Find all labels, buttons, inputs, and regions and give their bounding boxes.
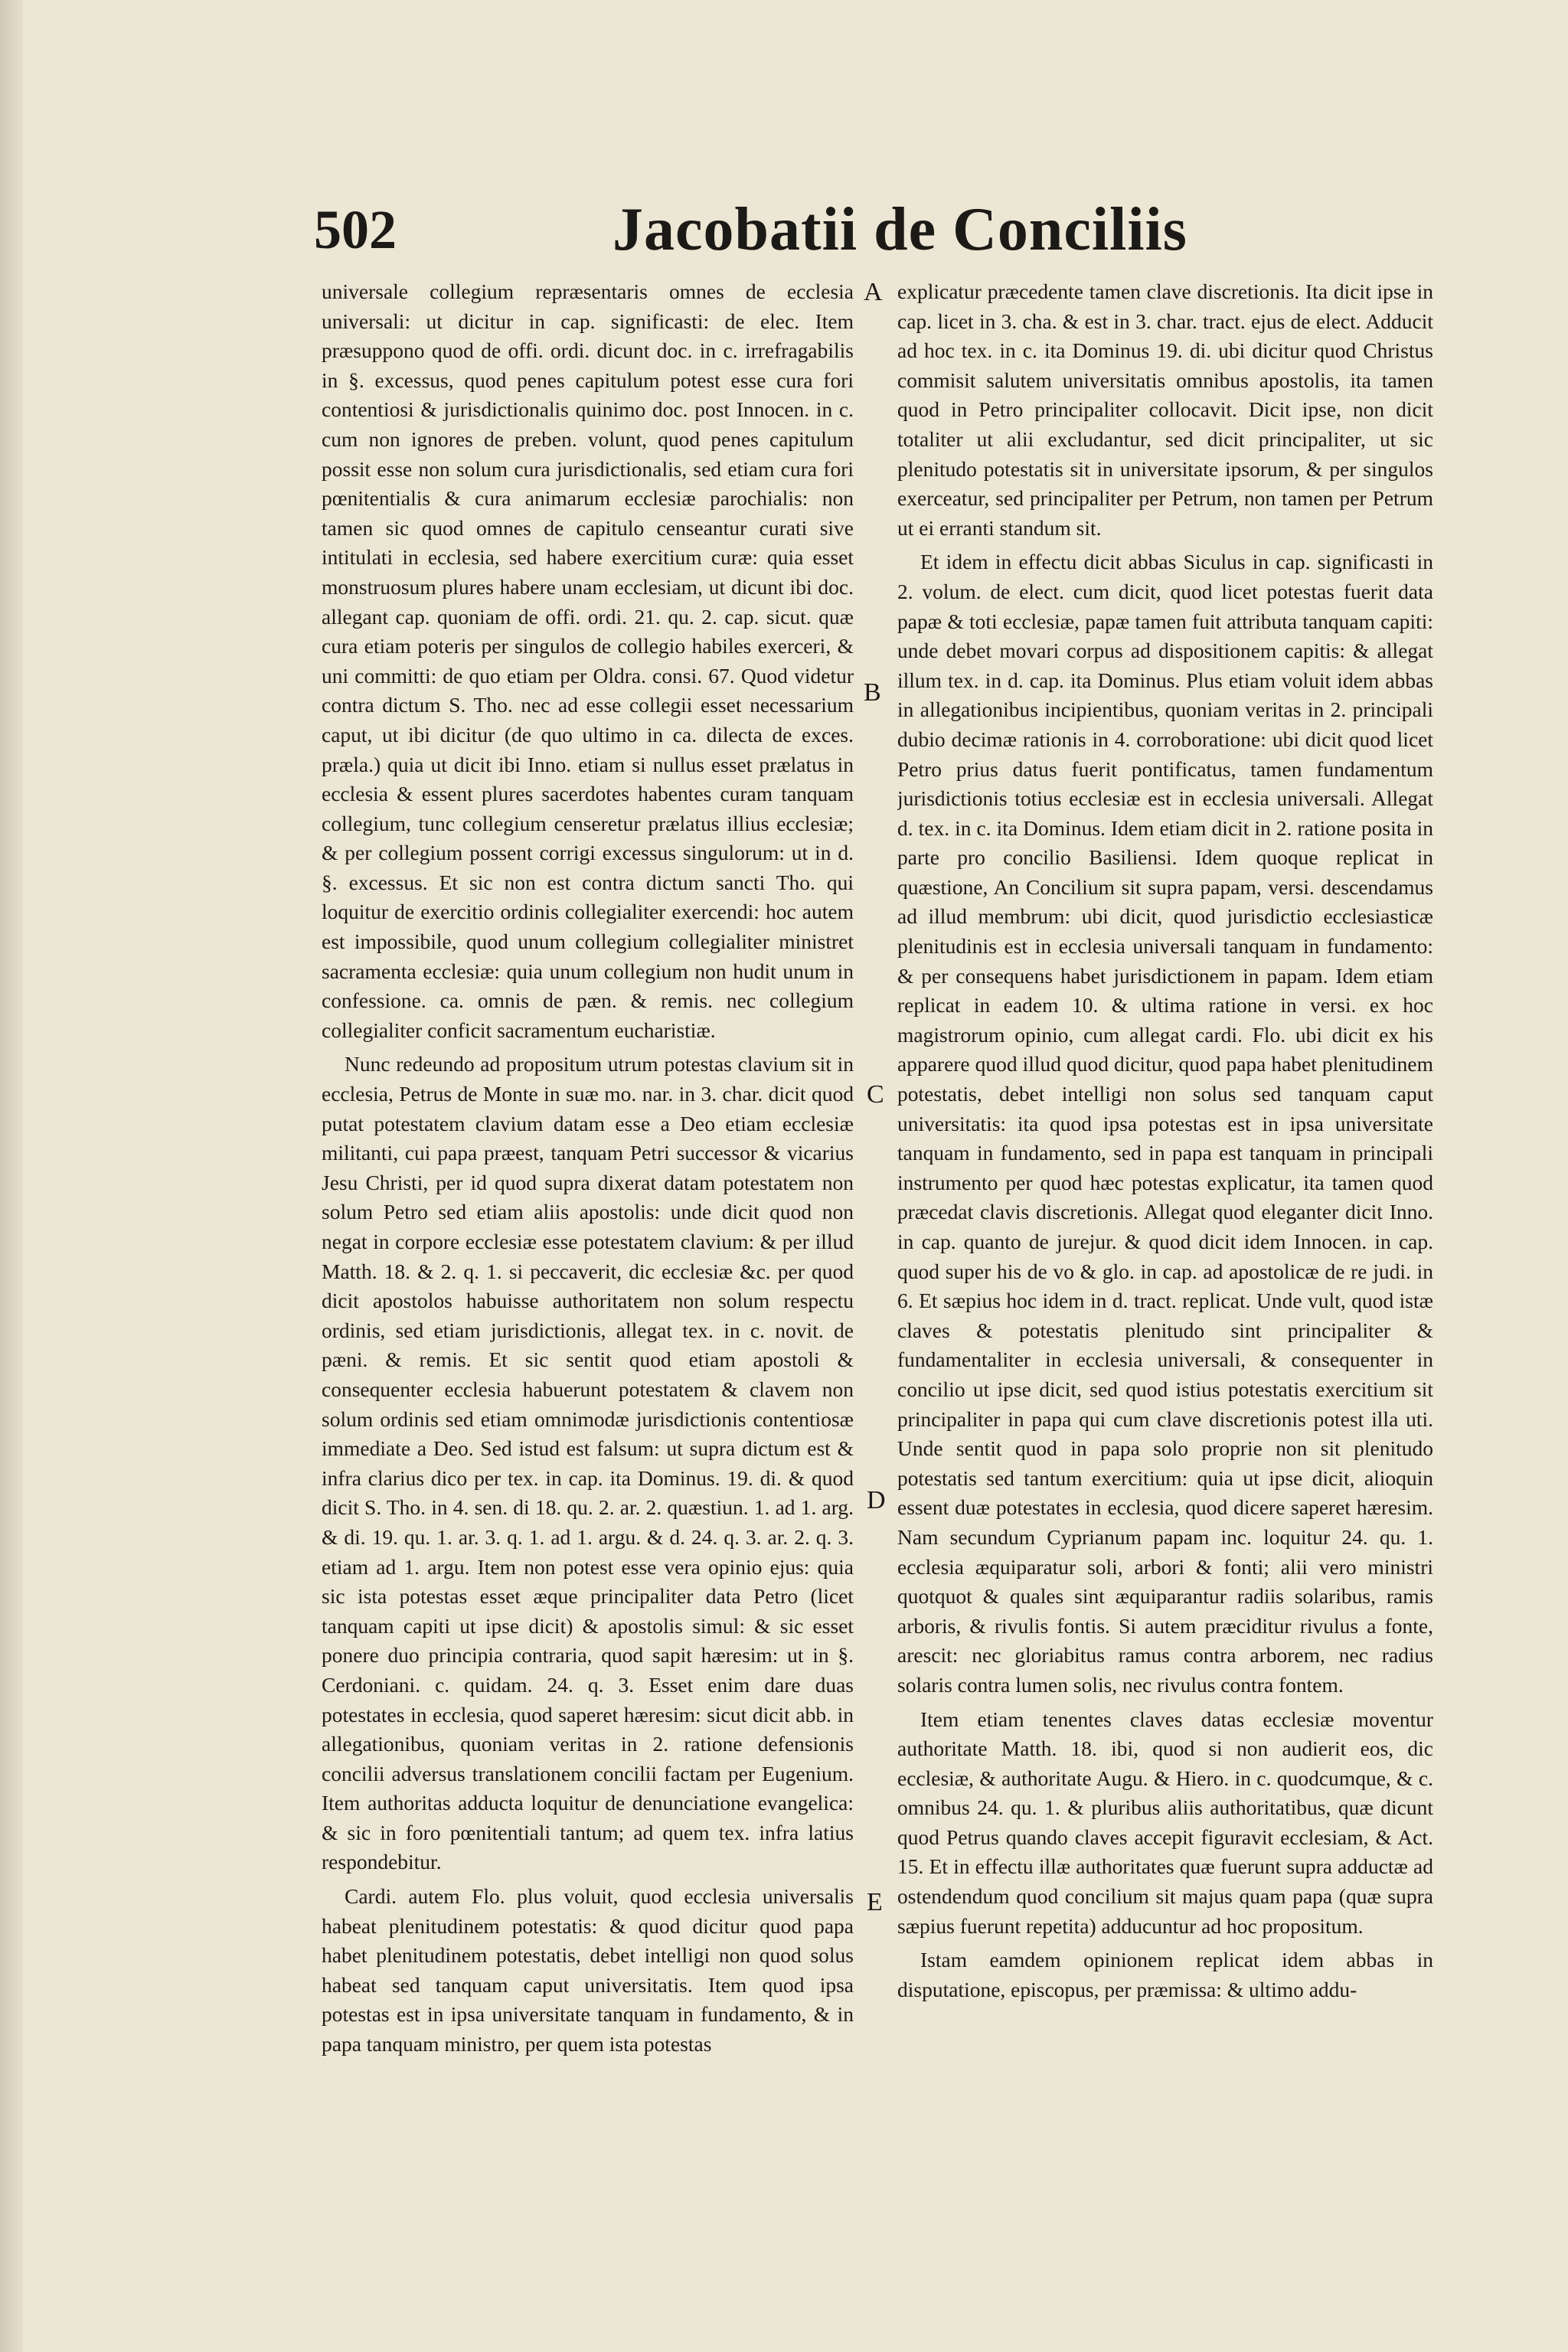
margin-letter-c: C	[867, 1080, 884, 1109]
right-paragraph-4: Istam eamdem opinionem replicat idem abbas in disputatione, episcopus, per præmissa: & ultimo addu-	[897, 1948, 1433, 2001]
right-paragraph-1: explicatur præcedente tamen clave discretionis. Ita dicit ipse in cap. licet in 3. cha. & est in 3. char. tract. ejus de elect. Adducit ad hoc tex. in c. ita Dominus 19. di. ubi dicitur quod Christus commisit salutem universitatis omnibus apostolis, ita tamen quod in Petro principaliter collocavit. Dicit ipse, non dicit totaliter ut alii excludantur, sed dicit principaliter, ut sic plenitudo potestatis sit in universitate ipsorum, & per singulos exerceatur, sed principaliter per Petrum, non tamen per Petrum ut ei erranti standum sit.	[897, 279, 1433, 540]
right-paragraph-3: Item etiam tenentes claves datas ecclesiæ moventur authoritate Matth. 18. ibi, quod si non audierit eos, dic ecclesiæ, & authoritate Augu. & Hiero. in c. quodcumque, & c. omnibus 24. qu. 1. & pluribus aliis authoritatibus, quæ dicunt quod Petrus quando claves accepit figuravit ecclesiam, & Act. 15. Et in effectu illæ authoritates quæ fuerunt supra adductæ ad ostendendum quod concilium sit majus quam papa (quæ supra sæpius fuerunt repetita) adducuntur ad hoc propositum.	[897, 1707, 1433, 1938]
left-paragraph-1: universale collegium repræsentaris omnes de ecclesia universali: ut dicitur in cap. significasti: de elec. Item præsuppono quod de offi. ordi. dicunt doc. in c. irrefragabilis in §. excessus, quod penes capitulum potest esse cura fori contentiosi & jurisdictionalis quinimo doc. post Innocen. in c. cum non ignores de preben. volunt, quod penes capitulum possit esse non solum cura jurisdictionalis, sed etiam cura fori pœnitentialis & cura animarum ecclesiæ parochialis: non tamen sic quod omnes de capitulo censeantur curati sive intitulati in ecclesia, sed habere exercitium curæ: quia esset monstruosum plures habere unam ecclesiam, ut dicunt ibi doc. allegant cap. quoniam de offi. ordi. 21. qu. 2. cap. sicut. quæ cura etiam poteris per singulos de collegio habiles exerceri, & uni committi: de quo etiam per Oldra. consi. 67. Quod videtur contra dictum S. Tho. nec ad esse collegii esset necessarium caput, ut ibi dicitur (de quo ultimo in ca. dilecta de exces. præla.) quia ut dicit ibi Inno. etiam si nullus esset prælatus in ecclesia & essent plures sacerdotes habentes curam tanquam collegium, tunc collegium censeretur prælatus illius ecclesiæ; & per collegium possent corrigi excessus singulorum: ut in d. §. excessus. Et sic non est contra dictum sancti Tho. qui loquitur de exercitio ordinis collegialiter exercendi: hoc autem est impossibile, quod unum collegium collegialiter ministret sacramenta ecclesiæ: quia unum collegium non hudit unum in confessione. ca. omnis de pæn. & remis. nec collegium collegialiter conficit sacramentum eucharistiæ.	[322, 279, 854, 1042]
page-number: 502	[314, 199, 397, 260]
right-paragraph-2: Et idem in effectu dicit abbas Siculus in cap. significasti in 2. volum. de elect. cum dicit, quod licet potestas fuerit data papæ & toti ecclesiæ, papæ tamen fuit attributa tanquam capiti: unde debet movari corpus ad dispositionem capitis: & allegat illum tex. in d. cap. ita Dominus. Plus etiam voluit idem abbas in allegationibus incipientibus, quoniam veritas in 2. principali dubio decimæ rationis in 4. corroboratione: ubi dicit quod licet Petro prius datus fuerit pontificatus, tamen fundamentum jurisdictionis totius ecclesiæ est in ecclesia universali. Allegat d. tex. in c. ita Dominus. Idem etiam dicit in 2. ratione posita in parte pro concilio Basiliensi. Idem quoque replicat in quæstione, An Concilium sit supra papam, versi. descendamus ad illud membrum: ubi dicit, quod jurisdictio ecclesiasticæ plenitudinis est in ecclesia universali tanquam in fundamento: & per consequens habet jurisdictionem in papam. Idem etiam replicat in eadem 10. & ultima ratione in versi. ex hoc magistrorum opinio, cum allegat cardi. Flo. ubi dicit ex his apparere quod illud quod dicitur, quod papa habet plenitudinem potestatis, debet intelligi non solus sed tanquam caput universitatis: ita quod ipsa potestas est in ipsa universitate tanquam in fundamento, sed in papa est tanquam in principali instrumento per quod hæc potestas explicatur, ita tamen quod præcedat clavis discretionis. Allegat quod eleganter dicit Inno. in cap. quanto de jurejur. & quod dicit idem Innocen. in cap. quod super his de vo & glo. in cap. ad apostolicæ de re judi. in 6. Et sæpius hoc idem in d. tract. replicat. Unde vult, quod istæ claves & potestatis plenitudo sint principaliter & fundamentaliter in ecclesia universali, & consequenter in concilio ut ipse dicit, sed quod istius potestatis exercitium sit principaliter in papa qui cum clave discretionis potest illa uti. Unde sentit quod in papa solo proprie non sit plenitudo potestatis sed tantum exercitium: quia ut ipse dicit, alioquin essent duæ potestates in ecclesia, quod dicere saperet hæresim. Nam secundum Cyprianum papam inc. loquitur 24. qu. 1. ecclesia æquiparatur soli, arbori & fonti; alii vero ministri quotquot & quales sint æquiparantur radiis solaribus, ramis arboris, & rivulis fontis. Si autem præciditur rivulus a fonte, arescit: nec gloriabitus ramus contra arborem, nec radius solaris contra lumen solis, nec rivulus contra fontem.	[897, 550, 1433, 1697]
margin-letter-b: B	[864, 678, 881, 707]
margin-letter-e: E	[867, 1888, 883, 1916]
left-paragraph-2: Nunc redeundo ad propositum utrum potestas clavium sit in ecclesia, Petrus de Monte in suæ mo. nar. in 3. char. dicit quod putat potestatem clavium datam esse a Deo etiam ecclesiæ militanti, cui papa præest, tanquam Petri successor & vicarius Jesu Christi, per id quod supra dixerat datam potestatem non solum Petro sed etiam aliis apostolis: unde dicit quod non negat in corpore ecclesiæ esse potestatem clavium: & per illud Matth. 18. & 2. q. 1. si peccaverit, dic ecclesiæ &c. per quod dicit apostolos habuisse authoritatem non solum respectu ordinis, sed etiam jurisdictionis, allegat tex. in c. novit. de pæni. & remis. Et sic sentit quod etiam apostoli & consequenter ecclesia habuerunt potestatem & clavem non solum ordinis sed etiam omnimodæ jurisdictionis contentiosæ immediate a Deo. Sed istud est falsum: ut supra dictum est & infra clarius dico per tex. in cap. ita Dominus. 19. di. & quod dicit S. Tho. in 4. sen. di 18. qu. 2. ar. 2. quæstiun. 1. ad 1. arg. & di. 19. qu. 1. ar. 3. q. 1. ad 1. argu. & d. 24. q. 3. ar. 2. q. 3. etiam ad 1. argu. Item non potest esse vera opinio ejus: quia sic ista potestas esset æque principaliter data Petro (licet tanquam capiti ut ipse dicit) & apostolis simul: & sic esset ponere duo principia contraria, quod sapit hæresim: ut in §. Cerdoniani. c. quidam. 24. q. 3. Esset enim dare duas potestates in ecclesia, quod saperet hæresim: sicut dicit abb. in allegationibus, quoniam veritas in 2. ratione defensionis concilii adversus translationem concilii factam per Eugenium. Item authoritas adducta loquitur de denunciatione evangelica: & sic in foro pœnitentiali tantum; ad quem tex. infra latius respondebitur.	[322, 1052, 854, 1874]
margin-letter-a: A	[864, 278, 883, 306]
page-gutter-shadow	[0, 0, 23, 2352]
page-header	[314, 191, 1309, 283]
left-column	[322, 277, 854, 2268]
left-paragraph-3: Cardi. autem Flo. plus voluit, quod ecclesia universalis habeat plenitudinem potestatis: & quod dicitur quod papa habet plenitudinem potestatis, debet intelligi non quod solus habeat sed tanquam caput universitatis. Item quod ipsa potestas est in ipsa universitate tanquam in fundamento, & in papa tanquam ministro, per quem ista potestas	[322, 1884, 854, 2056]
running-title: Jacobatii de Conciliis	[612, 196, 1187, 263]
right-column	[897, 277, 1433, 2268]
margin-letter-d: D	[867, 1486, 886, 1514]
